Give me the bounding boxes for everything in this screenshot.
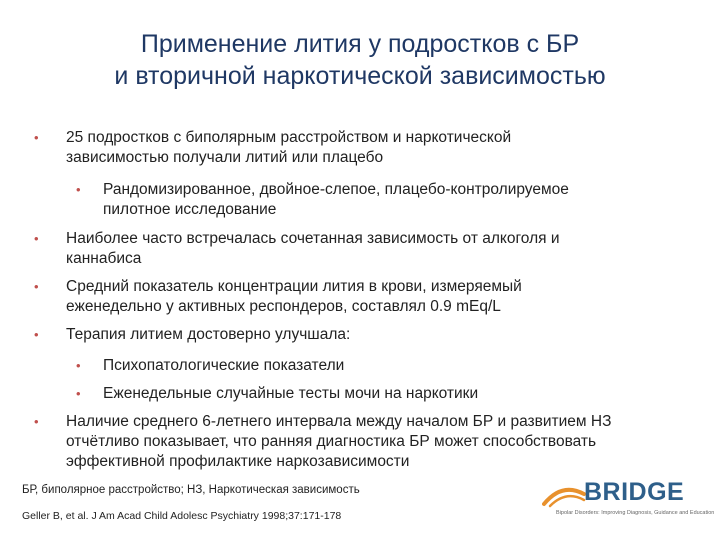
bullet-text: 25 подростков с биполярным расстройством и наркотической (66, 129, 512, 146)
bullet-marker: • (76, 386, 81, 401)
bullet-marker: • (34, 279, 39, 294)
bullet-marker: • (76, 358, 81, 373)
bullet-text: каннабиса (66, 250, 142, 267)
bullet-text: Средний показатель концентрации лития в крови, измеряемый (66, 278, 522, 295)
bullet-marker: • (76, 182, 81, 197)
bullet-text: Рандомизированное, двойное-слепое, плацебо-контролируемое (103, 181, 569, 198)
bullet-marker: • (34, 130, 39, 145)
bullet-text: Еженедельные случайные тесты мочи на наркотики (103, 385, 479, 402)
reference-footnote: Geller B, et al. J Am Acad Child Adolesc Psychiatry 1998;37:171-178 (22, 510, 342, 522)
bullet-item (34, 128, 686, 168)
bullet-marker: • (34, 231, 39, 246)
bullet-text: Наиболее часто встречалась сочетанная зависимость от алкоголя и (66, 230, 560, 247)
abbreviations-footnote: БР, биполярное расстройство; НЗ, Наркотическая зависимость (22, 484, 360, 496)
bullet-text: еженедельно у активных респондеров, составлял 0.9 mEq/L (66, 298, 501, 315)
bullet-text: Психопатологические показатели (103, 357, 345, 374)
bullet-item (34, 277, 686, 317)
logo-tagline: Bipolar Disorders: Improving Diagnosis, Guidance and Education (556, 510, 715, 516)
bullet-text: Наличие среднего 6-летнего интервала между началом БР и развитием НЗ (66, 413, 612, 430)
bullet-item (34, 229, 686, 269)
title-line-1: Применение лития у подростков с БР (140, 30, 580, 58)
bullet-marker: • (34, 327, 39, 342)
sub-bullet-item (76, 356, 693, 376)
bullet-item (34, 325, 686, 345)
logo-wordmark: BRIDGE (584, 478, 685, 506)
bullet-text: зависимостью получали литий или плацебо (66, 149, 384, 166)
bullet-marker: • (34, 414, 39, 429)
bullet-text: эффективной профилактике наркозависимости (66, 453, 410, 470)
sub-bullet-item (76, 384, 693, 404)
bridge-logo (540, 476, 715, 526)
bridge-arc-icon (542, 480, 586, 510)
slide-title (0, 28, 720, 92)
bullet-item (34, 412, 686, 472)
bullet-text: отчётливо показывает, что ранняя диагностика БР может способствовать (66, 433, 597, 450)
bullet-text: пилотное исследование (103, 201, 277, 218)
bullet-text: Терапия литием достоверно улучшала: (66, 326, 351, 343)
sub-bullet-item (76, 180, 693, 220)
title-line-2: и вторичной наркотической зависимостью (114, 62, 606, 90)
